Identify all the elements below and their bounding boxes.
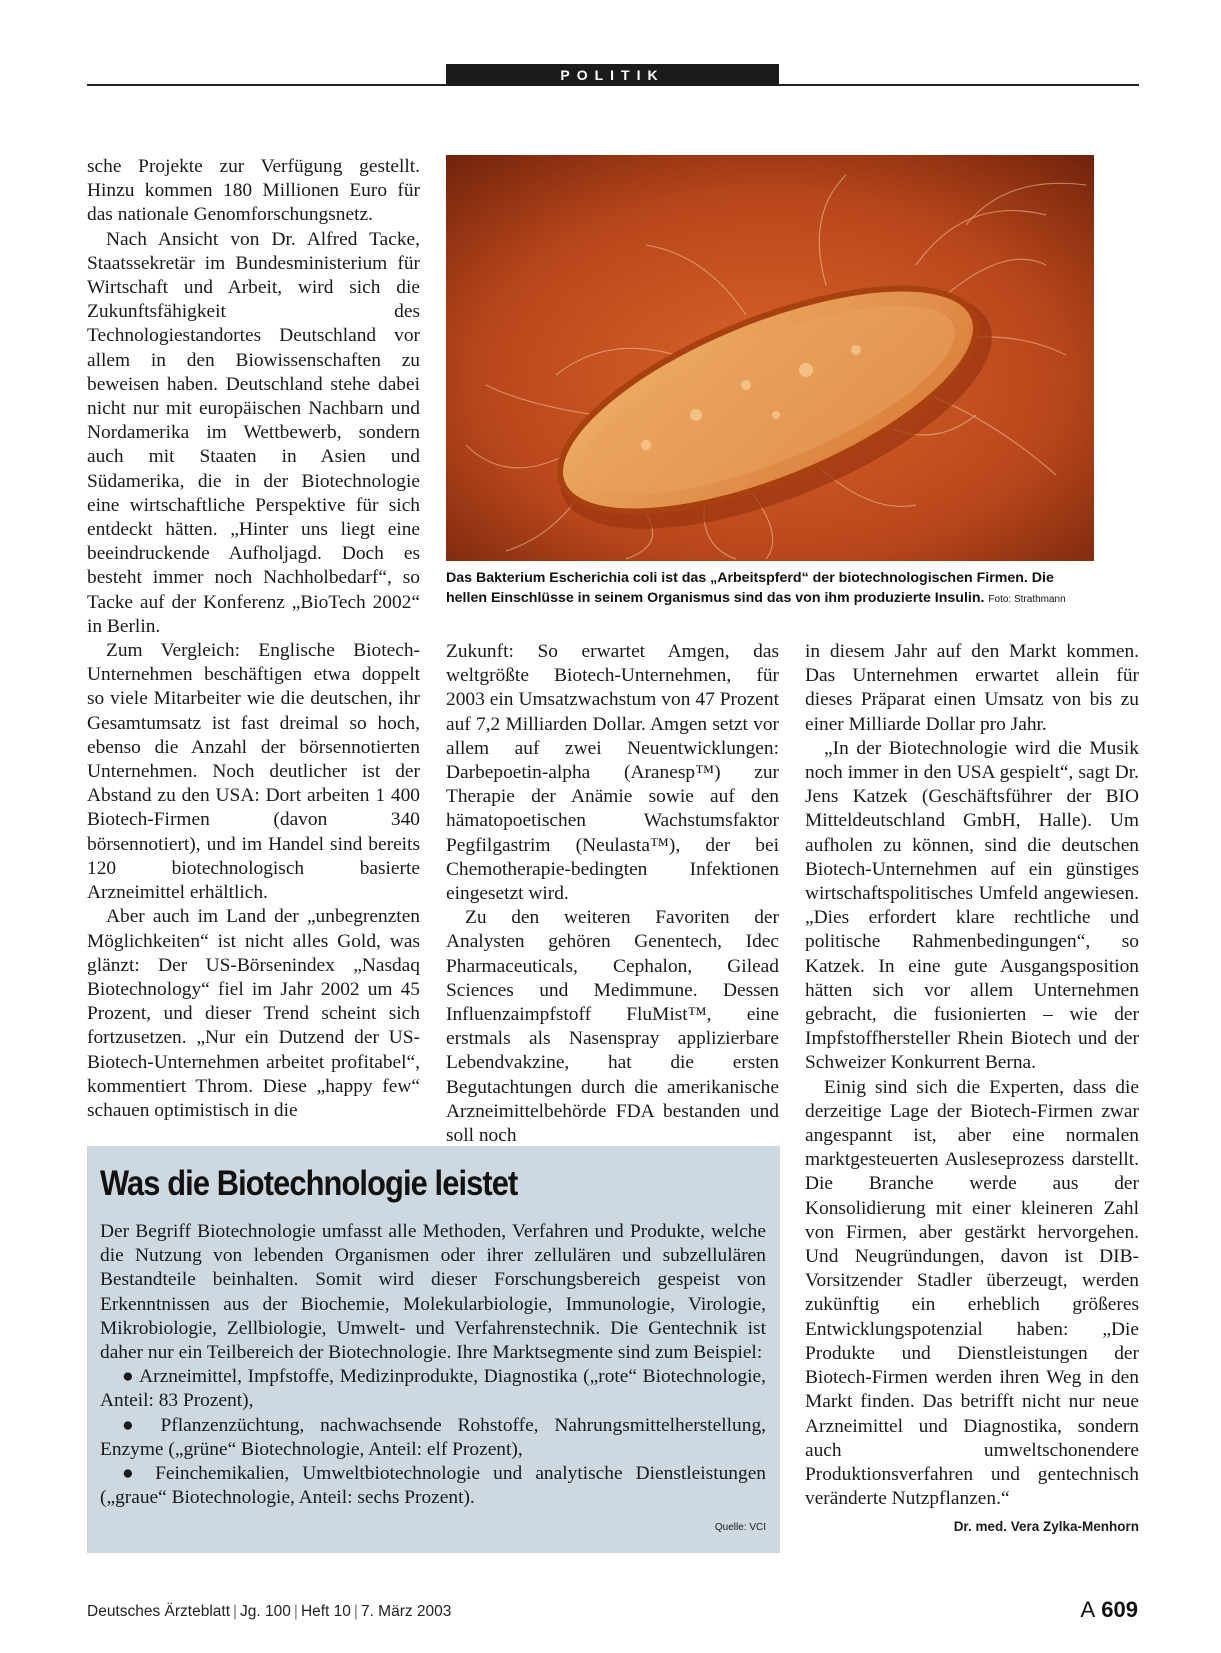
info-box-body bbox=[100, 1220, 766, 1541]
article-column-2 bbox=[446, 640, 779, 1148]
article-column-3 bbox=[805, 640, 1139, 1540]
list-item: ● Arzneimittel, Impfstoffe, Medizinprodukte, Diagnostika („rote“ Biotechnologie, Anteil: 83 Prozent), bbox=[100, 1366, 766, 1412]
paragraph: sche Projekte zur Verfügung gestellt. Hinzu kommen 180 Millionen Euro für das nationale Genomforschungsnetz. bbox=[87, 156, 420, 226]
bacterium-photo bbox=[446, 155, 1094, 561]
page-prefix: A bbox=[1080, 1597, 1096, 1622]
issue-date: 7. März 2003 bbox=[360, 1603, 452, 1620]
photo-caption bbox=[446, 568, 1094, 610]
journal-name: Deutsches Ärzteblatt bbox=[87, 1603, 231, 1620]
info-box bbox=[87, 1146, 780, 1553]
paragraph: Aber auch im Land der „unbegrenzten Möglichkeiten“ ist nicht alles Gold, was glänzt: Der US-Börsenindex „Nasdaq Biotechnology“ fiel im Jahr 2002 um 45 Prozent, und dieser Trend scheint sich fortzusetzen. „Nur ein Dutzend der US-Biotech-Unternehmen arbeitet profitabel“, kommentiert Throm. Diese „happy few“ schauen optimistisch in die bbox=[87, 906, 420, 1121]
paragraph: Zukunft: So erwartet Amgen, das weltgrößte Biotech-Unternehmen, für 2003 ein Umsatzwachstum von 47 Prozent auf 7,2 Milliarden Dollar. Amgen setzt vor allem auf zwei Neuentwicklungen: Darbepoetin-alpha (Aranesp™) zur Therapie der Anämie sowie auf den hämatopoetischen Wachstumsfaktor Pegfilgastrim (Neulasta™), der bei Chemotherapie-bedingten Infektionen eingesetzt wird. bbox=[446, 641, 779, 905]
section-label: POLITIK bbox=[446, 64, 779, 86]
article-column-1 bbox=[87, 155, 420, 1123]
e-coli-illustration bbox=[446, 155, 1094, 561]
paragraph: „In der Biotechnologie wird die Musik noch immer in den USA gespielt“, sagt Dr. Jens Katzek (Geschäftsführer der BIO Mitteldeutschland GmbH, Halle). Um aufholen zu können, sind die deutschen Biotech-Unternehmen auf ein günstiges wirtschaftspolitisches Umfeld angewiesen. „Dies erfordert klare rechtliche und politische Rahmenbedingungen“, so Katzek. In eine gute Ausgangsposition hätten sich vor allem Unternehmen gebracht, die fusionierten – wie der Impfstoffhersteller Rhein Biotech und der Schweizer Konkurrent Berna. bbox=[805, 737, 1139, 1074]
issue: Heft 10 bbox=[300, 1603, 351, 1620]
paragraph: Zu den weiteren Favoriten der Analysten gehören Genentech, Idec Pharmaceuticals, Cephalon, Gilead Sciences und Medimmune. Dessen Influenzaimpfstoff FluMist™, eine erstmals als Nasenspray applizierbare Lebendvakzine, hat die ersten Begutachtungen durch die amerikanische Arzneimittelbehörde FDA bestanden und soll noch bbox=[446, 907, 779, 1147]
page-number bbox=[1080, 1597, 1138, 1623]
photo-credit: Foto: Strathmann bbox=[988, 594, 1066, 605]
volume: Jg. 100 bbox=[240, 1603, 291, 1620]
author-byline: Dr. med. Vera Zylka-Menhorn bbox=[953, 1519, 1139, 1535]
info-box-title: Was die Biotechnologie leistet bbox=[100, 1164, 518, 1203]
paragraph: Einig sind sich die Experten, dass die derzeitige Lage der Biotech-Firmen zwar angespannt ist, aber eine normalen marktgesteuerten Ausleseprozess darstellt. Die Branche werde aus der Konsolidierung mit einer kleineren Zahl von Firmen, aber gestärkt hervorgehen. Und Neugründungen, davon ist DIB-Vorsitzender Stadler überzeugt, werden zukünftig ein erheblich größeres Entwicklungspotenzial haben: „Die Produkte und Dienstleistungen der Biotech-Firmen werden ihren Weg in den Markt finden. Das betrifft nicht nur neue Arzneimittel und Diagnostika, sondern auch umweltschonendere Produktionsverfahren und gentechnisch veränderte Nutzpflanzen.“ bbox=[805, 1076, 1139, 1510]
list-item: ● Feinchemikalien, Umweltbiotechnologie und analytische Dienstleistungen („graue“ Biotechnologie, Anteil: sechs Prozent). bbox=[100, 1463, 766, 1509]
paragraph: Nach Ansicht von Dr. Alfred Tacke, Staatssekretär im Bundesministerium für Wirtschaft und Arbeit, wird sich die Zukunftsfähigkeit des Technologiestandortes Deutschland vor allem in den Biowissenschaften zu beweisen haben. Deutschland stehe dabei nicht nur mit europäischen Nachbarn und Nordamerika im Wettbewerb, sondern auch mit Staaten in Asien und Südamerika, die in der Biotechnologie eine wirtschaftliche Perspektive für sich entdeckt hätten. „Hinter uns liegt eine beeindruckende Aufholjagd. Doch es besteht immer noch Nachholbedarf“, so Tacke auf der Konferenz „BioTech 2002“ in Berlin. bbox=[87, 228, 420, 637]
caption-text: Das Bakterium Escherichia coli ist das „Arbeitspferd“ der biotechnologischen Firmen. Die hellen Einschlüsse in seinem Organismus sind das von ihm produzierte Insulin. bbox=[446, 570, 1054, 606]
paragraph: in diesem Jahr auf den Markt kommen. Das Unternehmen erwartet allein für dieses Präparat einen Umsatz von bis zu einer Milliarde Dollar pro Jahr. bbox=[805, 641, 1139, 735]
info-box-source: Quelle: VCI bbox=[714, 1522, 766, 1534]
footer-citation: Deutsches Ärzteblatt | Jg. 100 | Heft 10 | 7. März 2003 bbox=[87, 1603, 452, 1620]
info-box-intro: Der Begriff Biotechnologie umfasst alle Methoden, Verfahren und Produkte, welche die Nutzung von lebenden Organismen oder ihrer zellulären und subzellulären Bestandteile beinhalten. Somit wird dieser Forschungsbereich gespeist von Erkenntnissen aus der Biochemie, Molekularbiologie, Immunologie, Virologie, Mikrobiologie, Zellbiologie, Umwelt- und Verfahrenstechnik. Die Gentechnik ist daher nur ein Teilbereich der Biotechnologie. Ihre Marktsegmente sind zum Beispiel: bbox=[100, 1221, 766, 1364]
page-number-value: 609 bbox=[1101, 1597, 1138, 1622]
paragraph: Zum Vergleich: Englische Biotech-Unternehmen beschäftigen etwa doppelt so viele Mitarbeiter wie die deutschen, ihr Gesamtumsatz ist fast dreimal so hoch, ebenso die Anzahl der börsennotierten Unternehmen. Noch deutlicher ist der Abstand zu den USA: Dort arbeiten 1 400 Biotech-Firmen (davon 340 börsennotiert), und im Handel sind bereits 120 biotechnologisch basierte Arzneimittel erhältlich. bbox=[87, 640, 420, 904]
list-item: ● Pflanzenzüchtung, nachwachsende Rohstoffe, Nahrungsmittelherstellung, Enzyme („grüne“ Biotechnologie, Anteil: elf Prozent), bbox=[100, 1414, 766, 1460]
